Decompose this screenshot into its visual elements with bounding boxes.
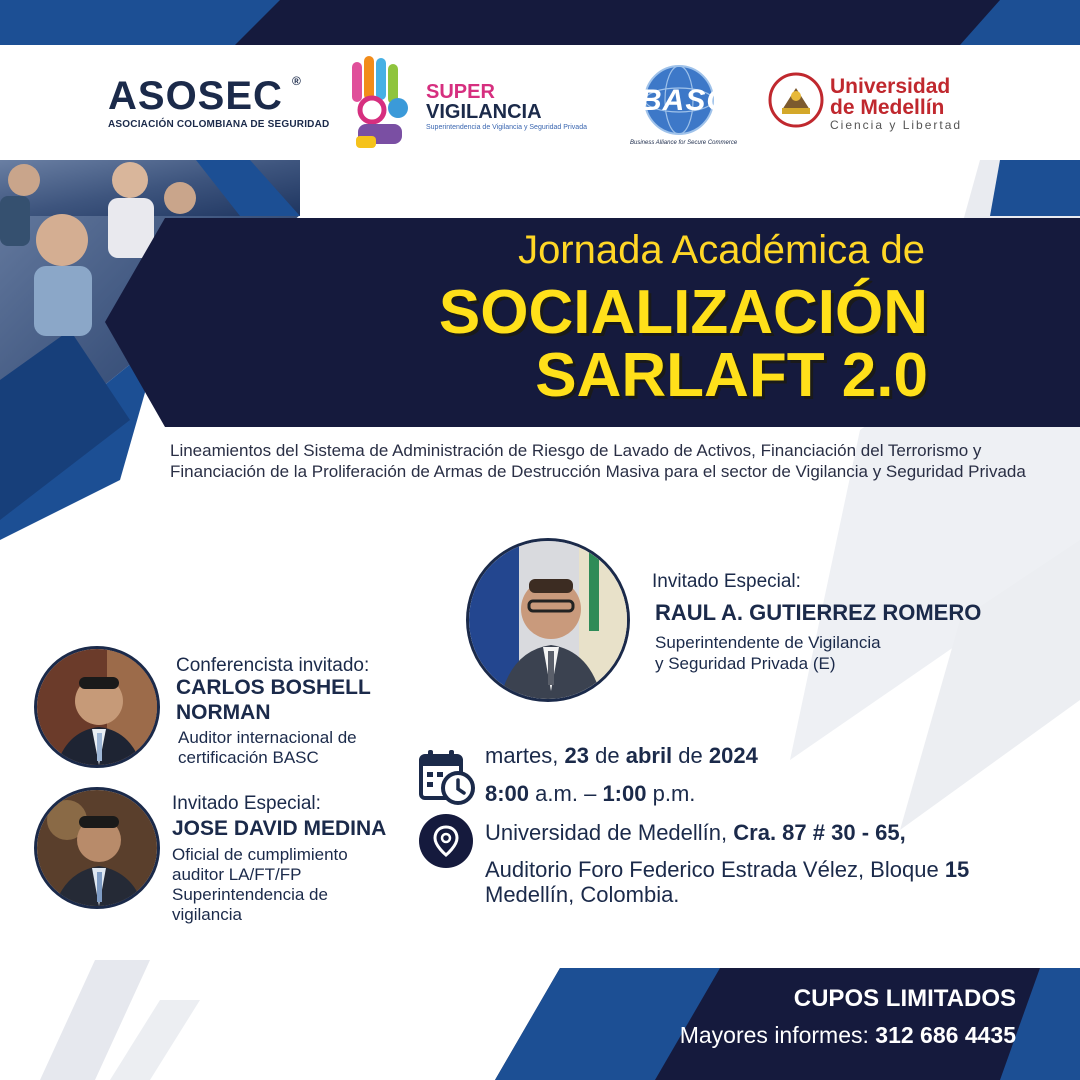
event-description: Lineamientos del Sistema de Administración de Riesgo de Lavado de Activos, Financiación del Terrorismo y Financiación de la Proliferación de Armas de Destrucción Masiva para el sector de Vigilancia y Seguridad Privada	[170, 441, 1026, 481]
event-de-2: de	[678, 743, 703, 768]
event-day: 23	[564, 743, 589, 768]
udem-tagline: Ciencia y Libertad	[830, 118, 963, 132]
asosec-tagline: ASOCIACIÓN COLOMBIANA DE SEGURIDAD	[108, 119, 330, 130]
speaker-detail-jose-2: auditor LA/FT/FP	[172, 865, 302, 884]
speaker-detail-raul-1: Superintendente de Vigilancia	[655, 633, 881, 652]
event-am: a.m. –	[535, 781, 597, 806]
title-line-1: Jornada Académica de	[518, 228, 925, 272]
event-start: 8:00	[485, 781, 530, 806]
contact-phone: 312 686 4435	[875, 1022, 1016, 1048]
supervigilancia-word-2: VIGILANCIA	[426, 101, 542, 123]
supervigilancia-tagline: Superintendencia de Vigilancia y Seguridad Privada	[426, 124, 587, 131]
speaker-detail-raul-2: y Seguridad Privada (E)	[655, 654, 836, 673]
event-de-1: de	[595, 743, 620, 768]
more-info	[680, 1022, 1016, 1049]
more-info-label: Mayores informes:	[679, 1022, 869, 1048]
title-line-3: SARLAFT 2.0	[535, 341, 928, 410]
calendar-clock-icon	[418, 748, 476, 806]
event-end: 1:00	[602, 781, 647, 806]
event-hall: Auditorio Foro Federico Estrada Vélez, Bloque	[485, 857, 939, 882]
event-venue: Universidad de Medellín,	[485, 820, 728, 845]
asosec-logo	[108, 74, 330, 130]
asosec-wordmark: ASOSEC	[108, 74, 283, 118]
event-block: 15	[944, 857, 970, 882]
basc-tagline: Business Alliance for Secure Commerce	[630, 140, 738, 146]
event-time	[485, 781, 695, 807]
speaker-photo-jose	[34, 787, 160, 909]
event-city: Medellín, Colombia.	[485, 882, 680, 907]
event-address: Cra. 87 # 30 - 65,	[733, 820, 906, 845]
basc-wordmark: BASC	[640, 84, 730, 117]
event-venue-line	[485, 820, 906, 846]
speaker-role-jose: Invitado Especial:	[172, 793, 321, 814]
speaker-photo-carlos	[34, 646, 160, 768]
speaker-detail-jose-3: Superintendencia de	[172, 885, 328, 904]
event-month: abril	[625, 743, 673, 768]
event-year: 2024	[708, 743, 758, 768]
udem-name-line-1: Universidad	[830, 75, 951, 98]
udem-name-line-2: de Medellín	[830, 96, 945, 119]
speaker-detail-carlos-2: certificación BASC	[178, 748, 319, 767]
supervigilancia-word-1: SUPER	[426, 81, 495, 103]
udem-shield-icon	[768, 72, 824, 128]
speaker-detail-carlos-1: Auditor internacional de	[178, 728, 357, 747]
registered-mark: ®	[292, 74, 301, 88]
event-date	[485, 743, 758, 769]
supervigilancia-hand-icon	[346, 54, 418, 152]
title-line-2: SOCIALIZACIÓN	[438, 278, 928, 347]
speaker-name-carlos-2: NORMAN	[176, 701, 271, 724]
event-weekday: martes,	[485, 743, 559, 768]
speaker-name-raul: RAUL A. GUTIERREZ ROMERO	[655, 600, 982, 625]
speaker-role-carlos: Conferencista invitado:	[176, 655, 370, 676]
speaker-name-carlos-1: CARLOS BOSHELL	[176, 676, 371, 699]
speaker-name-jose: JOSE DAVID MEDINA	[172, 817, 387, 840]
speaker-detail-jose-1: Oficial de cumplimiento	[172, 845, 348, 864]
location-pin-icon	[418, 813, 474, 869]
event-pm: p.m.	[652, 781, 696, 806]
event-hall-line	[485, 857, 969, 883]
supervigilancia-logo	[346, 54, 596, 152]
basc-logo	[630, 64, 738, 150]
cupos-limitados: CUPOS LIMITADOS	[793, 985, 1016, 1012]
speaker-role-raul: Invitado Especial:	[652, 571, 801, 592]
speaker-detail-jose-4: vigilancia	[172, 905, 242, 924]
udem-logo	[768, 72, 978, 132]
speaker-photo-raul	[466, 538, 630, 702]
